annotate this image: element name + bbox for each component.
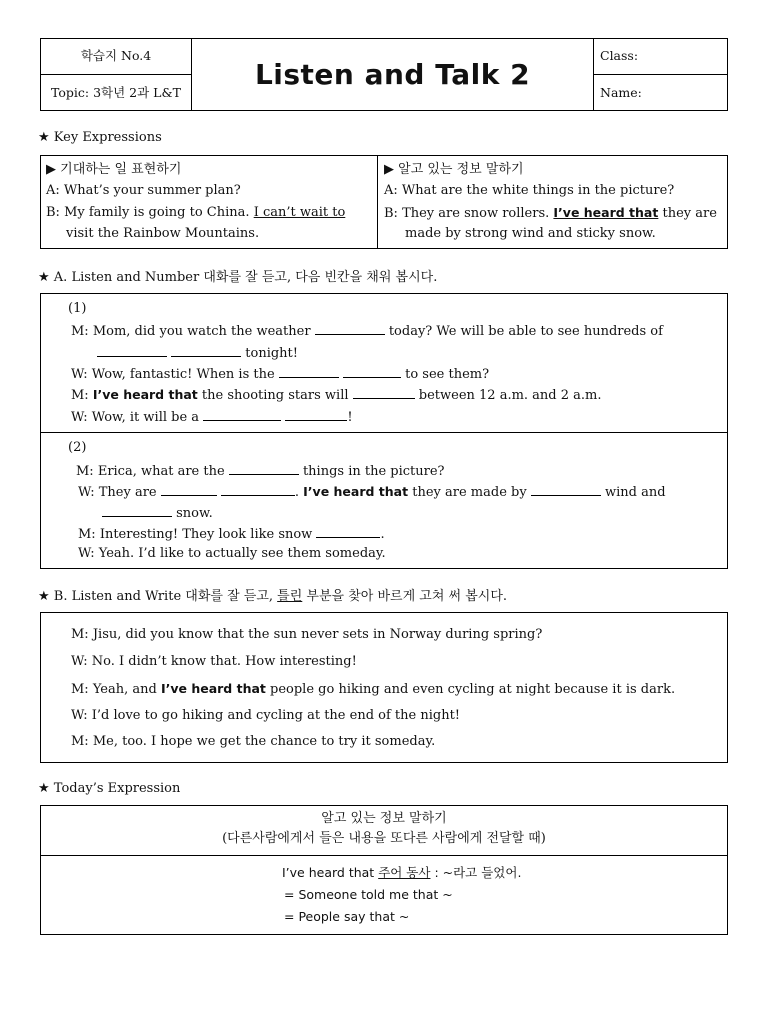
part1-line3-text: W: Wow, fantastic! When is the bbox=[71, 367, 279, 382]
section-b-line bbox=[71, 706, 460, 726]
part2-line2-tail: wind and bbox=[600, 485, 666, 500]
line-text: M: Yeah, and bbox=[71, 682, 161, 697]
part2-line3-tail: snow. bbox=[172, 506, 213, 521]
key-left-line3: visit the Rainbow Mountains. bbox=[66, 226, 260, 241]
key-left-line2-text: B: My family is going to China. bbox=[46, 205, 254, 220]
part1-line1 bbox=[71, 320, 663, 342]
blank-input[interactable] bbox=[221, 481, 295, 496]
part2-line1-text: M: Erica, what are the bbox=[76, 464, 229, 479]
part1-line4-bold: I’ve heard that bbox=[92, 387, 198, 402]
todays-expression-subtitle: (다른사람에게서 들은 내용을 또다른 사람에게 전달할 때) bbox=[222, 831, 546, 846]
line-tail: people go hiking and even cycling at night because it is dark. bbox=[265, 682, 676, 697]
key-left-line1: A: What’s your summer plan? bbox=[46, 183, 241, 198]
blank-input[interactable] bbox=[315, 320, 385, 335]
key-right-line1: A: What are the white things in the picture? bbox=[384, 183, 675, 198]
part1-line4 bbox=[71, 384, 602, 406]
blank-input[interactable] bbox=[203, 406, 281, 421]
page-title: Listen and Talk 2 bbox=[254, 58, 531, 91]
part1-line3 bbox=[71, 363, 489, 385]
part1-line4-tail: between 12 a.m. and 2 a.m. bbox=[414, 388, 602, 403]
part1-line2 bbox=[97, 342, 298, 364]
header-divider-mid-right bbox=[593, 74, 728, 75]
part2-line2-mid: they are made by bbox=[408, 485, 531, 500]
class-field[interactable]: Class: bbox=[600, 48, 639, 63]
part2-line2 bbox=[78, 481, 666, 503]
name-field[interactable]: Name: bbox=[600, 85, 642, 100]
section-b-heading-tail: 부분을 찾아 바르게 고쳐 써 봅시다. bbox=[302, 589, 508, 604]
part2-line2-bold: I’ve heard that bbox=[303, 484, 409, 499]
section-a-divider bbox=[40, 432, 728, 433]
part1-line1-text: M: Mom, did you watch the weather bbox=[71, 324, 315, 339]
sheet-number: 학습지 No.4 bbox=[80, 48, 152, 63]
key-left-line2 bbox=[46, 203, 345, 223]
blank-input[interactable] bbox=[531, 481, 601, 496]
part1-number: (1) bbox=[68, 301, 87, 316]
part2-line1-tail: things in the picture? bbox=[298, 464, 445, 479]
todays-expression-heading: ★ Today’s Expression bbox=[38, 781, 181, 796]
part1-line3-tail: to see them? bbox=[400, 367, 490, 382]
blank-input[interactable] bbox=[161, 481, 217, 496]
part2-line4-tail: . bbox=[380, 527, 385, 542]
part2-line4 bbox=[78, 523, 385, 545]
blank-input[interactable] bbox=[285, 406, 347, 421]
part1-line2-tail: tonight! bbox=[241, 346, 298, 361]
todays-expression-divider bbox=[40, 855, 728, 856]
key-right-line2-tail: they are bbox=[658, 206, 717, 221]
section-b-line bbox=[71, 732, 435, 752]
section-b-line bbox=[71, 679, 675, 700]
part2-line2-text: W: They are bbox=[78, 485, 161, 500]
todays-expression-line1 bbox=[282, 863, 521, 883]
part2-line3 bbox=[102, 502, 213, 524]
part1-line5-tail: ! bbox=[347, 410, 353, 425]
line-text: M: Me, too. I hope we get the chance to try it someday. bbox=[71, 734, 436, 749]
section-b-line bbox=[71, 625, 542, 645]
key-right-line2-text: B: They are snow rollers. bbox=[384, 206, 554, 221]
blank-input[interactable] bbox=[171, 342, 241, 357]
blank-input[interactable] bbox=[102, 502, 172, 517]
line-bold: I’ve heard that bbox=[160, 681, 266, 696]
line-text: W: I’d love to go hiking and cycling at the end of the night! bbox=[71, 708, 461, 723]
key-left-line2-underlined: I can’t wait to bbox=[253, 205, 346, 220]
section-b-line bbox=[71, 652, 357, 672]
part2-number: (2) bbox=[68, 440, 87, 455]
part1-line1-tail: today? We will be able to see hundreds of bbox=[384, 324, 663, 339]
key-left-heading: ▶ 기대하는 일 표현하기 bbox=[46, 162, 182, 177]
key-right-line3: made by strong wind and sticky snow. bbox=[405, 226, 656, 241]
key-right-line2-underlined: I’ve heard that bbox=[553, 205, 659, 220]
line-text: M: Jisu, did you know that the sun never sets in Norway during spring? bbox=[71, 627, 543, 642]
todays-expression-title: 알고 있는 정보 말하기 bbox=[321, 811, 447, 826]
part1-line4-mid: the shooting stars will bbox=[197, 388, 353, 403]
part1-line4-text: M: bbox=[71, 388, 93, 403]
todays-expression-line1-tail: : ~라고 들었어. bbox=[430, 865, 522, 880]
part1-line5-text: W: Wow, it will be a bbox=[71, 410, 204, 425]
part2-line4-text: M: Interesting! They look like snow bbox=[78, 527, 317, 542]
key-right-line2 bbox=[384, 203, 717, 224]
part2-line1 bbox=[76, 460, 445, 482]
key-right-heading: ▶ 알고 있는 정보 말하기 bbox=[384, 162, 524, 177]
topic-label: Topic: 3학년 2과 L&T bbox=[51, 85, 181, 100]
part2-line2-dot: . bbox=[294, 485, 304, 500]
todays-expression-line2: = Someone told me that ~ bbox=[284, 887, 453, 902]
section-b-heading-text: ★ B. Listen and Write 대화를 잘 듣고, bbox=[38, 589, 278, 604]
blank-input[interactable] bbox=[343, 363, 401, 378]
part1-line5 bbox=[71, 406, 353, 428]
section-a-heading: ★ A. Listen and Number 대화를 잘 듣고, 다음 빈칸을 채워 봅시다. bbox=[38, 270, 438, 285]
blank-input[interactable] bbox=[353, 384, 415, 399]
blank-input[interactable] bbox=[316, 523, 380, 538]
key-expressions-heading: ★ Key Expressions bbox=[38, 130, 162, 145]
blank-input[interactable] bbox=[229, 460, 299, 475]
section-b-heading bbox=[38, 587, 507, 607]
key-expressions-divider bbox=[377, 155, 378, 249]
header-divider-mid-left bbox=[40, 74, 192, 75]
line-text: W: No. I didn’t know that. How interesting! bbox=[71, 654, 357, 669]
todays-expression-line1-text: I’ve heard that bbox=[282, 865, 379, 880]
todays-expression-line1-underlined: 주어 동사 bbox=[378, 865, 431, 880]
blank-input[interactable] bbox=[279, 363, 339, 378]
todays-expression-line3: = People say that ~ bbox=[284, 909, 410, 924]
part2-line5: W: Yeah. I’d like to actually see them someday. bbox=[78, 546, 386, 561]
blank-input[interactable] bbox=[97, 342, 167, 357]
section-b-heading-underlined: 틀린 bbox=[277, 589, 303, 604]
